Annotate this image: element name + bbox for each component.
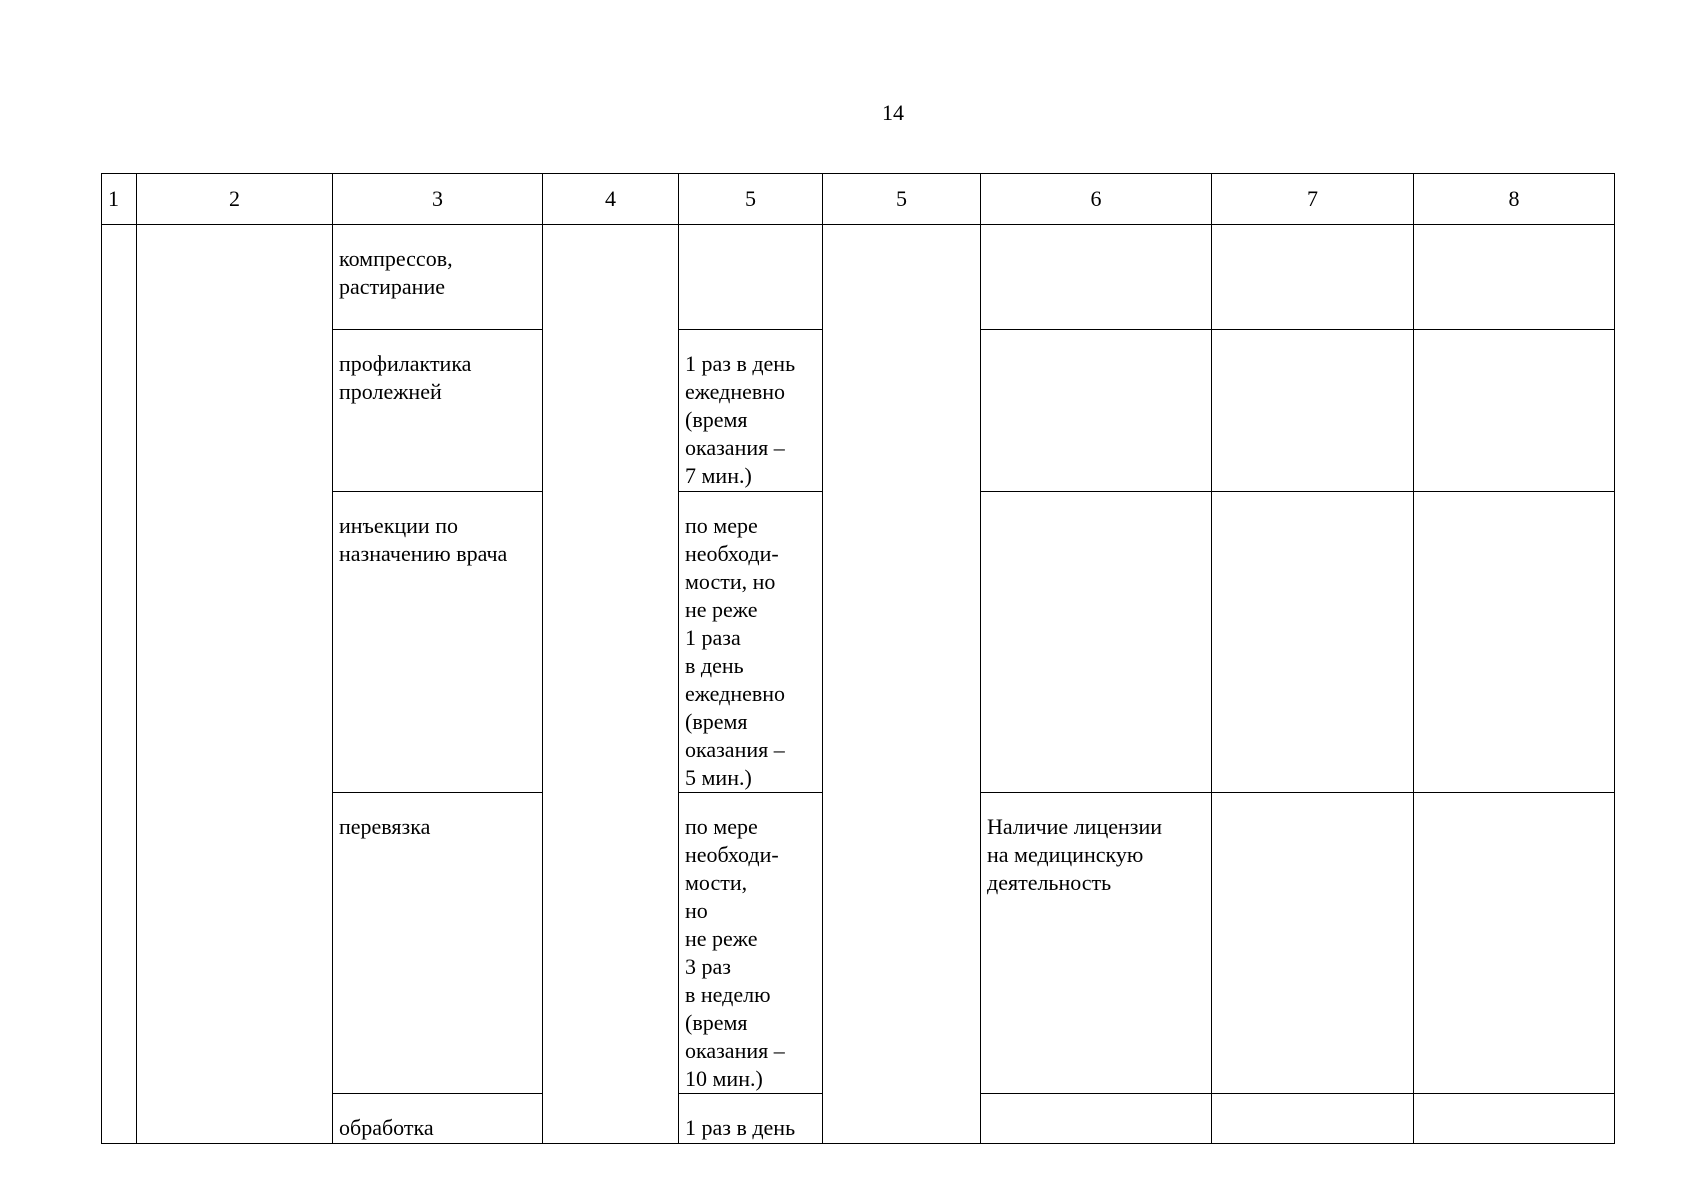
frequency-cell: 1 раз в день ежедневно (время оказания – 7 мин.) — [679, 330, 823, 492]
col-7-cell — [1212, 793, 1414, 1094]
col-8-cell — [1414, 793, 1615, 1094]
col-4-merged-cell — [543, 225, 679, 1144]
frequency-cell — [679, 225, 823, 330]
header-col-2: 2 — [137, 174, 333, 225]
page-number: 14 — [882, 100, 904, 125]
header-row — [102, 174, 1615, 225]
col-2-merged-cell — [137, 225, 333, 1144]
header-col-7: 7 — [1212, 174, 1414, 225]
frequency-cell: по мере необходи- мости, но не реже 3 раз в неделю (время оказания – 10 мин.) — [679, 793, 823, 1094]
condition-cell — [981, 225, 1212, 330]
service-cell: перевязка — [333, 793, 543, 1094]
header-col-6: 6 — [981, 174, 1212, 225]
frequency-cell: 1 раз в день — [679, 1094, 823, 1144]
header-col-3: 3 — [333, 174, 543, 225]
frequency-cell: по мере необходи- мости, но не реже 1 раза в день ежедневно (время оказания – 5 мин.) — [679, 492, 823, 793]
col-5b-merged-cell — [823, 225, 981, 1144]
col-7-cell — [1212, 1094, 1414, 1144]
service-cell: инъекции по назначению врача — [333, 492, 543, 793]
header-col-5a: 5 — [679, 174, 823, 225]
col-7-cell — [1212, 492, 1414, 793]
header-col-4: 4 — [543, 174, 679, 225]
col-7-cell — [1212, 225, 1414, 330]
col-8-cell — [1414, 225, 1615, 330]
header-col-1: 1 — [102, 174, 137, 225]
service-cell: обработка — [333, 1094, 543, 1144]
col-8-cell — [1414, 1094, 1615, 1144]
header-col-8: 8 — [1414, 174, 1615, 225]
condition-cell — [981, 1094, 1212, 1144]
table-row — [102, 225, 1615, 330]
col-1-merged-cell — [102, 225, 137, 1144]
col-8-cell — [1414, 330, 1615, 492]
condition-cell: Наличие лицензии на медицинскую деятельность — [981, 793, 1212, 1094]
col-7-cell — [1212, 330, 1414, 492]
header-col-5b: 5 — [823, 174, 981, 225]
condition-cell — [981, 492, 1212, 793]
condition-cell — [981, 330, 1212, 492]
services-table — [101, 173, 1615, 1144]
service-cell: компрессов, растирание — [333, 225, 543, 330]
service-cell: профилактика пролежней — [333, 330, 543, 492]
col-8-cell — [1414, 492, 1615, 793]
